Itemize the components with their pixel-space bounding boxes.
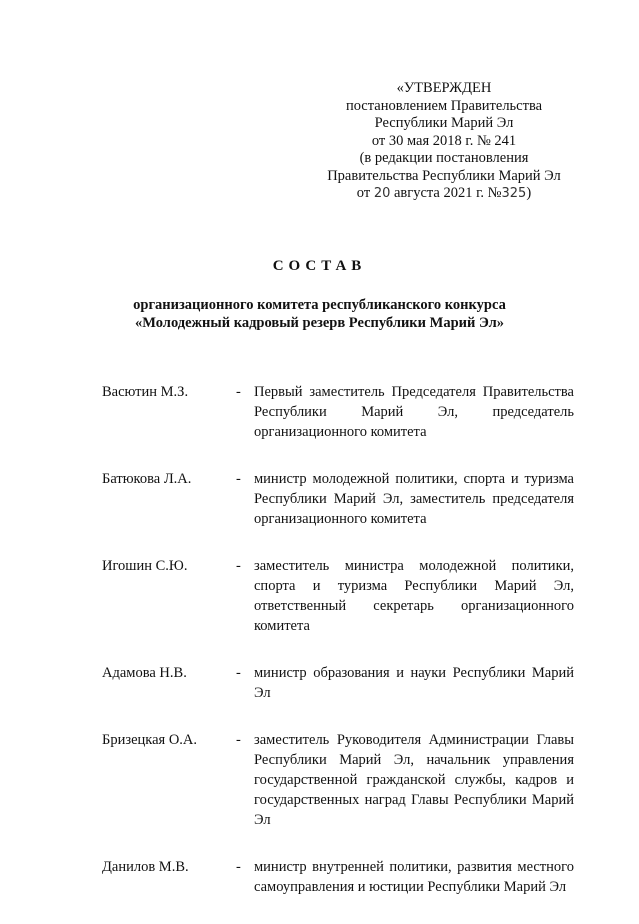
member-name: Батюкова Л.А. xyxy=(102,471,192,487)
approval-line-3: Республики Марий Эл xyxy=(374,115,514,131)
member-row xyxy=(102,382,574,442)
member-row xyxy=(102,469,574,529)
member-dash: - xyxy=(236,384,241,400)
approval-date-day: 20 xyxy=(373,186,391,201)
approval-line-7 xyxy=(318,185,570,203)
approval-number: 325 xyxy=(501,186,527,201)
member-role: заместитель министра молодежной политики, спорта и туризма Республики Марий Эл, ответственный секретарь организационного комитета xyxy=(254,558,574,634)
member-dash: - xyxy=(236,732,241,748)
document-title: СОСТАВ xyxy=(272,258,367,274)
member-role: заместитель Руководителя Администрации Главы Республики Марий Эл, начальник управления государственной гражданской службы, кадров и государственных наград Главы Республики Марий Эл xyxy=(254,732,574,828)
member-name: Игошин С.Ю. xyxy=(102,558,188,574)
member-row xyxy=(102,663,574,703)
subtitle-line-1: организационного комитета республиканского конкурса xyxy=(133,297,506,313)
member-role: министр образования и науки Республики Марий Эл xyxy=(254,665,574,701)
member-role: министр молодежной политики, спорта и туризма Республики Марий Эл, заместитель председателя организационного комитета xyxy=(254,471,574,527)
approval-line-2: постановлением Правительства xyxy=(345,97,543,114)
approval-stamp xyxy=(318,80,570,203)
member-dash: - xyxy=(236,558,241,574)
approval-close-paren: ) xyxy=(526,185,532,201)
subtitle-line-2: «Молодежный кадровый резерв Республики Марий Эл» xyxy=(135,315,504,331)
member-role: Первый заместитель Председателя Правительства Республики Марий Эл, председатель организационного комитета xyxy=(254,384,574,440)
member-name: Данилов М.В. xyxy=(102,859,189,875)
member-name: Бризецкая О.А. xyxy=(102,732,198,748)
member-dash: - xyxy=(236,665,241,681)
member-row xyxy=(102,556,574,636)
member-row xyxy=(102,857,574,897)
member-dash: - xyxy=(236,859,241,875)
approval-date-month-year: августа 2021 г. № xyxy=(394,185,502,201)
member-role: министр внутренней политики, развития местного самоуправления и юстиции Республики Марий Эл xyxy=(254,859,574,895)
approval-line-5: (в редакции постановления xyxy=(359,150,529,166)
members-list xyxy=(102,382,574,924)
member-name: Адамова Н.В. xyxy=(102,665,187,681)
member-row xyxy=(102,730,574,830)
approval-line-6: Правительства Республики Марий Эл xyxy=(327,167,561,184)
approval-date-prefix: от xyxy=(356,185,371,201)
approval-line-1: «УТВЕРЖДЕН xyxy=(396,80,492,96)
member-dash: - xyxy=(236,471,241,487)
member-name: Васютин М.З. xyxy=(102,384,189,400)
document-subtitle xyxy=(0,296,639,332)
approval-line-4: от 30 мая 2018 г. № 241 xyxy=(371,132,517,149)
